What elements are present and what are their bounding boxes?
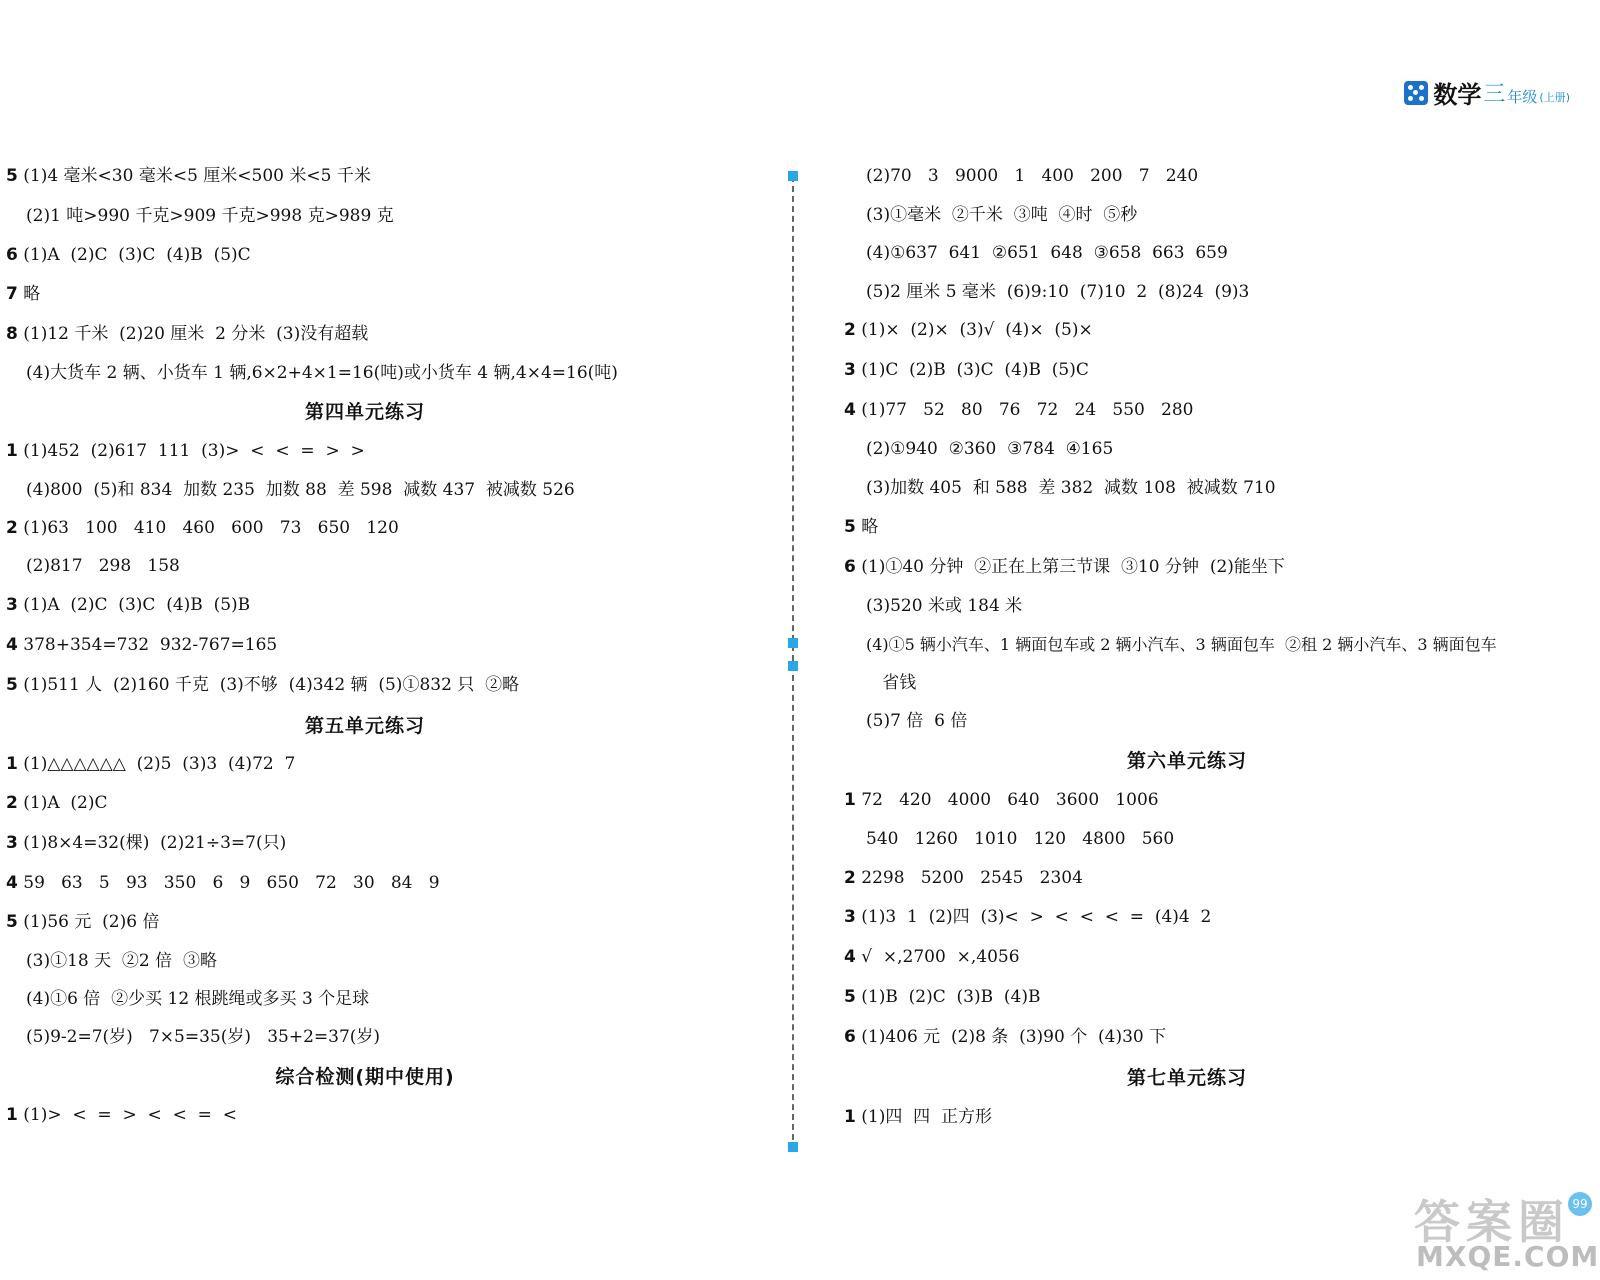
section-title-unit6: 第六单元练习 <box>1126 750 1247 772</box>
answer-line: 2 (1)A (2)C <box>6 793 108 813</box>
grade-word: 年级 <box>1507 88 1538 106</box>
page-header <box>1404 76 1570 110</box>
section-title-midterm: 综合检测(期中使用) <box>275 1066 455 1088</box>
answer-line: 1 (1)452 (2)617 111 (3)> < < = > > <box>6 441 365 461</box>
grade-number: 三 <box>1483 82 1506 107</box>
answer-line: 4 √ ×,2700 ×,4056 <box>844 947 1020 967</box>
watermark-logo: 答案圈 <box>1414 1195 1570 1249</box>
answer-line: 3 (1)C (2)B (3)C (4)B (5)C <box>844 360 1089 380</box>
dice-logo-icon <box>1404 81 1428 105</box>
answer-line: 2 (1)× (2)× (3)√ (4)× (5)× <box>844 320 1093 340</box>
subject-title: 数学 <box>1433 81 1482 109</box>
answer-line: 5 (1)B (2)C (3)B (4)B <box>844 987 1041 1007</box>
watermark-url: MXQE.COM <box>1416 1240 1600 1273</box>
answer-line: 1 72 420 4000 640 3600 1006 <box>844 790 1159 810</box>
section-title-unit5: 第五单元练习 <box>304 715 425 737</box>
answer-line: 5 (1)56 元 (2)6 倍 <box>6 912 160 932</box>
answer-line: 1 (1)△△△△△△ (2)5 (3)3 (4)72 7 <box>6 754 296 774</box>
page-number: 99 <box>1568 1192 1592 1216</box>
answer-line: (5)2 厘米 5 毫米 (6)9:10 (7)10 2 (8)24 (9)3 <box>866 282 1250 302</box>
divider-marker <box>788 1142 798 1152</box>
answer-line: 4 (1)77 52 80 76 72 24 550 280 <box>844 400 1194 420</box>
answer-line: 1 (1)> < = > < < = < <box>6 1105 237 1125</box>
answer-line: 4 59 63 5 93 350 6 9 650 72 30 84 9 <box>6 873 440 893</box>
answer-line: 3 (1)3 1 (2)四 (3)< > < < < = (4)4 2 <box>844 907 1212 927</box>
answer-line: (2)70 3 9000 1 400 200 7 240 <box>866 166 1199 186</box>
answer-line: (3)520 米或 184 米 <box>866 596 1023 616</box>
section-title-unit7: 第七单元练习 <box>1126 1067 1247 1089</box>
answer-line: (3)①18 天 ②2 倍 ③略 <box>26 951 217 971</box>
answer-line: 540 1260 1010 120 4800 560 <box>866 829 1175 849</box>
answer-line: 5 (1)4 毫米<30 毫米<5 厘米<500 米<5 千米 <box>6 166 371 186</box>
divider-marker <box>788 661 798 671</box>
answer-line: (2)1 吨>990 千克>909 千克>998 克>989 克 <box>26 206 394 226</box>
answer-line: 1 (1)四 四 正方形 <box>844 1107 992 1127</box>
term-label: (上册) <box>1539 91 1570 104</box>
divider-marker <box>788 171 798 181</box>
answer-line: 2 (1)63 100 410 460 600 73 650 120 <box>6 518 399 538</box>
answer-line: 4 378+354=732 932-767=165 <box>6 635 278 655</box>
answer-line: 7 略 <box>6 284 41 304</box>
answer-line: 6 (1)A (2)C (3)C (4)B (5)C <box>6 245 251 265</box>
answer-line: (4)大货车 2 辆、小货车 1 辆,6×2+4×1=16(吨)或小货车 4 辆,4×4=16(吨) <box>26 363 618 383</box>
answer-line: (3)①毫米 ②千米 ③吨 ④时 ⑤秒 <box>866 205 1138 225</box>
answer-line: 省钱 <box>866 673 917 693</box>
answer-line: (3)加数 405 和 588 差 382 减数 108 被减数 710 <box>866 478 1276 498</box>
answer-line: 6 (1)406 元 (2)8 条 (3)90 个 (4)30 下 <box>844 1027 1167 1047</box>
answer-line: (4)①637 641 ②651 648 ③658 663 659 <box>866 243 1228 263</box>
answer-line: (2)①940 ②360 ③784 ④165 <box>866 439 1114 459</box>
section-title-unit4: 第四单元练习 <box>304 401 425 423</box>
answer-line: (5)7 倍 6 倍 <box>866 711 968 731</box>
answer-line: 5 略 <box>844 517 879 537</box>
answer-line: 6 (1)①40 分钟 ②正在上第三节课 ③10 分钟 (2)能坐下 <box>844 557 1285 577</box>
answer-line: 3 (1)A (2)C (3)C (4)B (5)B <box>6 595 251 615</box>
answer-line: (4)①6 倍 ②少买 12 根跳绳或多买 3 个足球 <box>26 989 370 1009</box>
watermark <box>1414 1186 1600 1273</box>
answer-line: (4)①5 辆小汽车、1 辆面包车或 2 辆小汽车、3 辆面包车 ②租 2 辆小汽车、3 辆面包车 <box>866 635 1497 654</box>
answer-line: 3 (1)8×4=32(棵) (2)21÷3=7(只) <box>6 833 287 853</box>
divider-marker <box>788 638 798 648</box>
answer-line: 2 2298 5200 2545 2304 <box>844 868 1083 888</box>
answer-line: (5)9-2=7(岁) 7×5=35(岁) 35+2=37(岁) <box>26 1027 381 1047</box>
answer-line: 8 (1)12 千米 (2)20 厘米 2 分米 (3)没有超载 <box>6 324 369 344</box>
answer-line: (4)800 (5)和 834 加数 235 加数 88 差 598 减数 437 被减数 526 <box>26 480 575 500</box>
answer-line: 5 (1)511 人 (2)160 千克 (3)不够 (4)342 辆 (5)①832 只 ②略 <box>6 675 520 695</box>
answer-line: (2)817 298 158 <box>26 556 180 576</box>
